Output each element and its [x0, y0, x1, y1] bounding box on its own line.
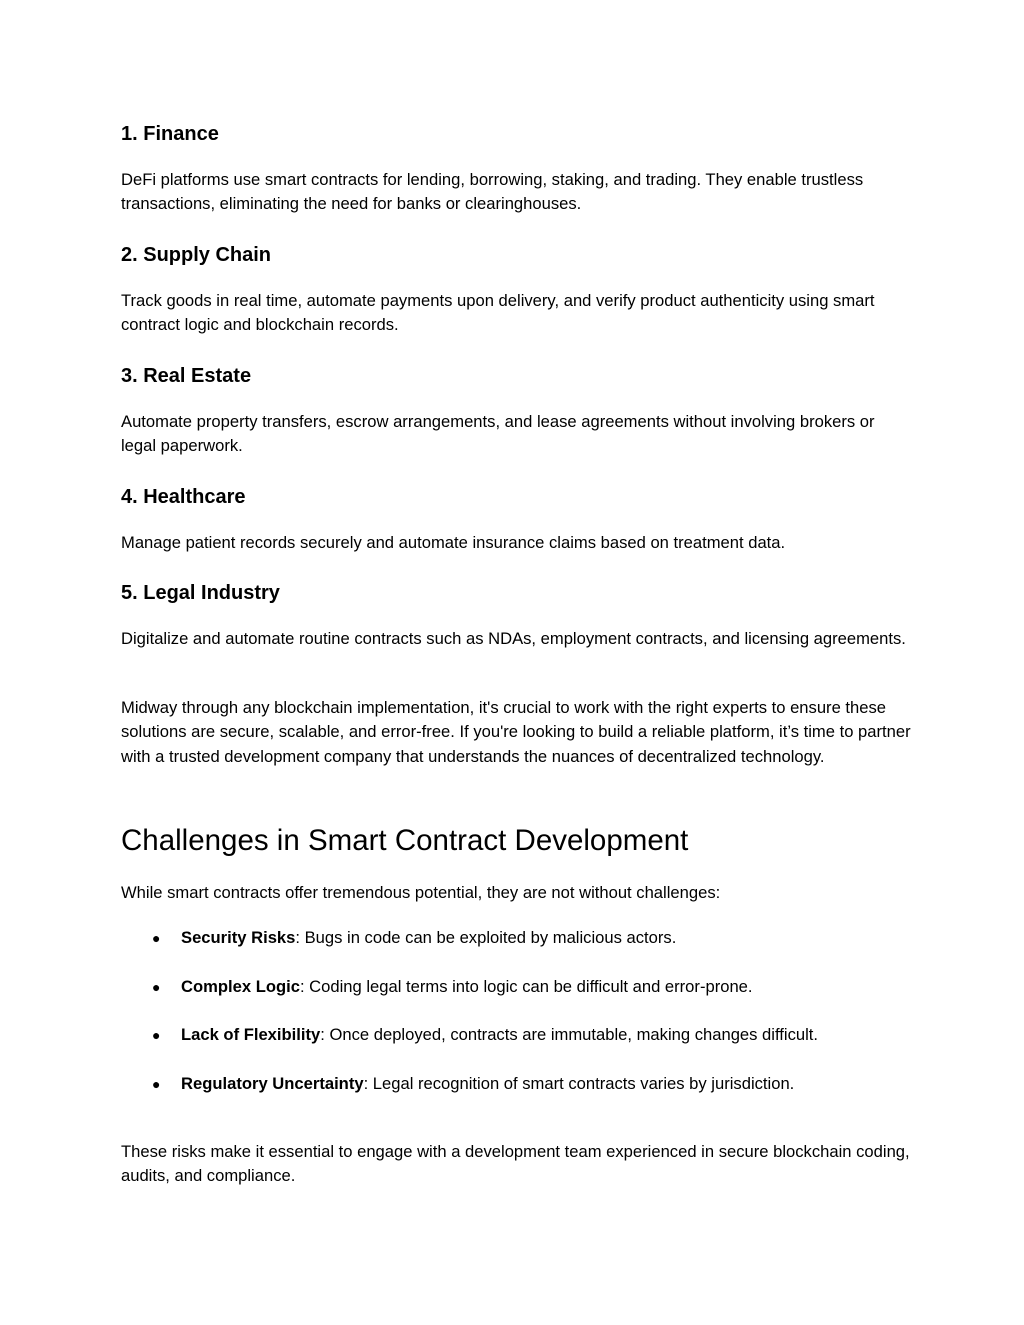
- list-item-term: Regulatory Uncertainty: [181, 1074, 364, 1093]
- list-item-description: : Legal recognition of smart contracts varies by jurisdiction.: [363, 1074, 795, 1093]
- list-item-term: Security Risks: [181, 928, 296, 947]
- list-item-description: : Coding legal terms into logic can be difficult and error-prone.: [299, 977, 753, 996]
- section-heading-healthcare: 4. Healthcare: [121, 486, 246, 508]
- bullet-icon: ●: [152, 979, 161, 995]
- list-item-text: [181, 926, 676, 950]
- list-item-text: [181, 975, 753, 999]
- section-heading-finance: 1. Finance: [121, 123, 219, 145]
- midway-paragraph: Midway through any blockchain implementation, it's crucial to work with the right experts to ensure these solutions are secure, scalable, and error-free. If you're looking to build a reliable platform, it’s time to partner with a trusted development company that understands the nuances of decentralized technology.: [121, 698, 911, 766]
- list-item-description: : Bugs in code can be exploited by malicious actors.: [295, 928, 677, 947]
- section-heading-real-estate: 3. Real Estate: [121, 365, 252, 387]
- section-body-finance: DeFi platforms use smart contracts for lending, borrowing, staking, and trading. They enable trustless transactions, eliminating the need for banks or clearinghouses.: [121, 170, 864, 214]
- list-item-term: Lack of Flexibility: [181, 1025, 321, 1044]
- section-body-legal-industry: Digitalize and automate routine contracts such as NDAs, employment contracts, and licensing agreements.: [121, 629, 906, 648]
- list-item-text: [181, 1072, 794, 1096]
- challenges-closing: These risks make it essential to engage with a development team experienced in secure blockchain coding, audits, and compliance.: [121, 1142, 910, 1186]
- challenges-heading: Challenges in Smart Contract Development: [121, 824, 689, 857]
- section-body-healthcare: Manage patient records securely and automate insurance claims based on treatment data.: [121, 533, 786, 552]
- list-item-description: : Once deployed, contracts are immutable, making changes difficult.: [320, 1025, 819, 1044]
- list-item-term: Complex Logic: [181, 977, 300, 996]
- section-body-real-estate: Automate property transfers, escrow arrangements, and lease agreements without involving brokers or legal paperwork.: [121, 412, 875, 456]
- bullet-icon: ●: [152, 1076, 161, 1092]
- list-item-text: [181, 1023, 818, 1047]
- bullet-icon: ●: [152, 930, 161, 946]
- challenges-intro: While smart contracts offer tremendous potential, they are not without challenges:: [121, 883, 721, 902]
- section-body-supply-chain: Track goods in real time, automate payments upon delivery, and verify product authenticity using smart contract logic and blockchain records.: [121, 291, 875, 335]
- section-heading-supply-chain: 2. Supply Chain: [121, 244, 272, 266]
- section-heading-legal-industry: 5. Legal Industry: [121, 582, 280, 604]
- bullet-icon: ●: [152, 1027, 161, 1043]
